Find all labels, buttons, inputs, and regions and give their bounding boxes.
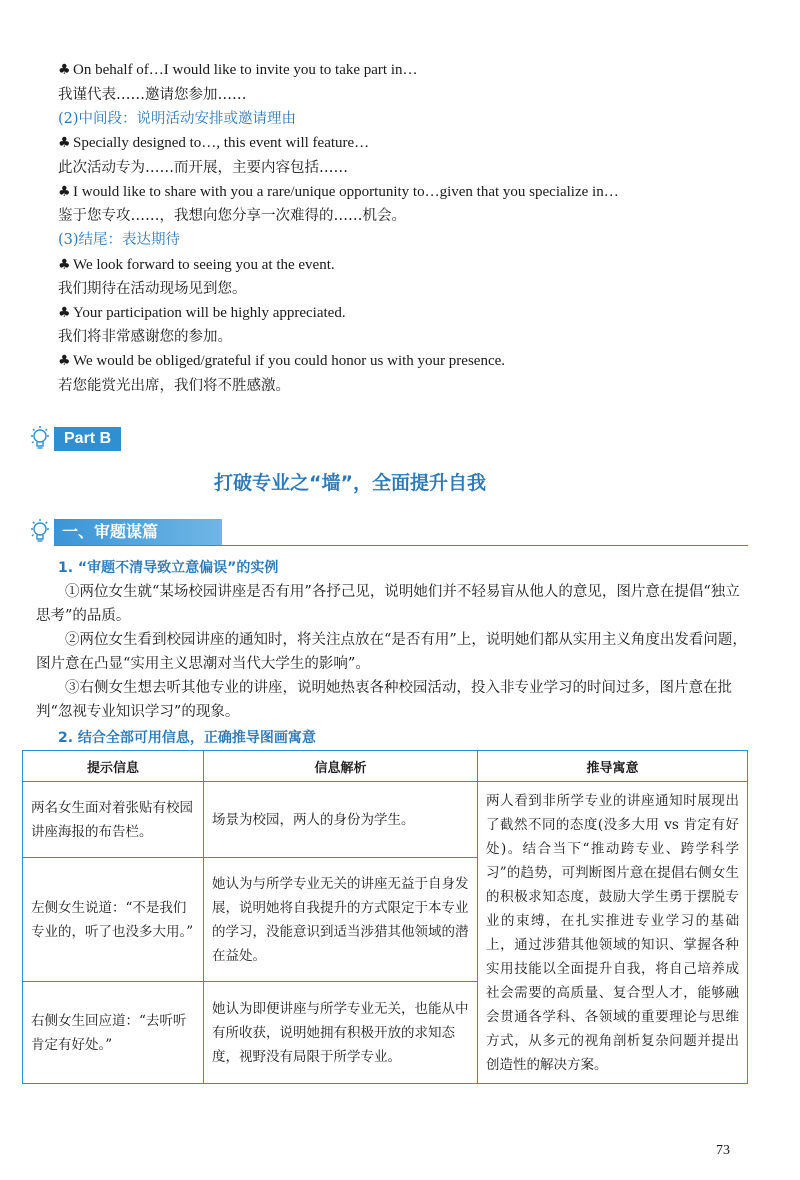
intro-line: 若您能赏光出席，我们将不胜感激。 <box>58 378 290 394</box>
section-label: 一、审题谋篇 <box>54 519 222 545</box>
page-number: 73 <box>716 1143 730 1158</box>
table-cell: 左侧女生说道：“不是我们专业的，听了也没多大用。” <box>23 858 204 982</box>
intro-line: ♣ We would be obliged/grateful if you could honor us with your presence. <box>58 353 506 369</box>
page-title: 打破专业之“墙”，全面提升自我 <box>214 472 486 494</box>
section-header <box>28 515 748 547</box>
club-icon: ♣ <box>58 184 71 200</box>
club-icon: ♣ <box>58 353 71 369</box>
lightbulb-icon <box>28 517 50 545</box>
section-divider <box>54 545 748 546</box>
intro-line: 我谨代表……邀请您参加…… <box>58 87 247 103</box>
intro-line: ♣ On behalf of…I would like to invite you to take part in… <box>58 62 418 78</box>
intro-line: ♣ I would like to share with you a rare/unique opportunity to…given that you specialize in… <box>58 184 619 200</box>
intro-line: 我们将非常感谢您的参加。 <box>58 329 232 345</box>
table-header: 推导寓意 <box>478 751 748 782</box>
paragraph: ②两位女生看到校园讲座的通知时，将关注点放在“是否有用”上，说明她们都从实用主义角度出发看问题，图片意在凸显“实用主义思潮对当代大学生的影响”。 <box>36 632 747 672</box>
table-cell: 两名女生面对着张贴有校园讲座海报的布告栏。 <box>23 782 204 858</box>
table-header: 提示信息 <box>23 751 204 782</box>
table-cell: 场景为校园，两人的身份为学生。 <box>203 782 477 858</box>
club-icon: ♣ <box>58 305 71 321</box>
intro-line: ♣ We look forward to seeing you at the event. <box>58 257 335 273</box>
table-cell: 她认为即便讲座与所学专业无关，也能从中有所收获，说明她拥有积极开放的求知态度，视野没有局限于所学专业。 <box>203 982 477 1084</box>
club-icon: ♣ <box>58 62 71 78</box>
table-cell: 她认为与所学专业无关的讲座无益于自身发展，说明她将自我提升的方式限定于本专业的学习，没能意识到适当涉猎其他领域的潜在益处。 <box>203 858 477 982</box>
intro-line: 此次活动专为……而开展，主要内容包括…… <box>58 160 348 176</box>
intro-line: ♣ Specially designed to…, this event will feature… <box>58 135 370 151</box>
intro-line: 鉴于您专攻……，我想向您分享一次难得的……机会。 <box>58 208 406 224</box>
part-b-label: Part B <box>54 427 121 451</box>
info-table <box>22 750 748 1084</box>
table-row <box>23 782 748 858</box>
table-header: 信息解析 <box>203 751 477 782</box>
subheading-2: 2. 结合全部可用信息，正确推导图画寓意 <box>58 730 316 746</box>
intro-line: ♣ Your participation will be highly appreciated. <box>58 305 346 321</box>
table-header-row <box>23 751 748 782</box>
club-icon: ♣ <box>58 257 71 273</box>
club-icon: ♣ <box>58 135 71 151</box>
paragraph: ③右侧女生想去听其他专业的讲座，说明她热衷各种校园活动，投入非专业学习的时间过多，图片意在批判“忽视专业知识学习”的现象。 <box>36 680 732 720</box>
table-merged-cell: 两人看到非所学专业的讲座通知时展现出了截然不同的态度(没多大用 vs 肯定有好处)。结合当下“推动跨专业、跨学科学习”的趋势，可判断图片意在提倡右侧女生的积极求知态度，鼓励大学生勇于摆脱专业的束缚，在扎实推进专业学习的基础上，通过涉猎其他领域的知识、掌握各种实用技能以全面提升自我，将自己培养成社会需要的高质量、复合型人才，能够融会贯通各学科、各领域的重要理论与思维方式，从多元的视角剖析复杂问题并提出创造性的解决方案。 <box>478 782 748 1084</box>
table-cell: 右侧女生回应道：“去听听肯定有好处。” <box>23 982 204 1084</box>
intro-subheading: (2)中间段：说明活动安排或邀请理由 <box>58 111 297 127</box>
intro-line: 我们期待在活动现场见到您。 <box>58 281 247 297</box>
paragraph: ①两位女生就“某场校园讲座是否有用”各抒己见，说明她们并不轻易盲从他人的意见，图片意在提倡“独立思考”的品质。 <box>36 584 740 624</box>
intro-subheading: (3)结尾：表达期待 <box>58 232 181 248</box>
lightbulb-icon <box>28 424 50 452</box>
subheading-1: 1. “审题不清导致立意偏误”的实例 <box>58 560 279 576</box>
